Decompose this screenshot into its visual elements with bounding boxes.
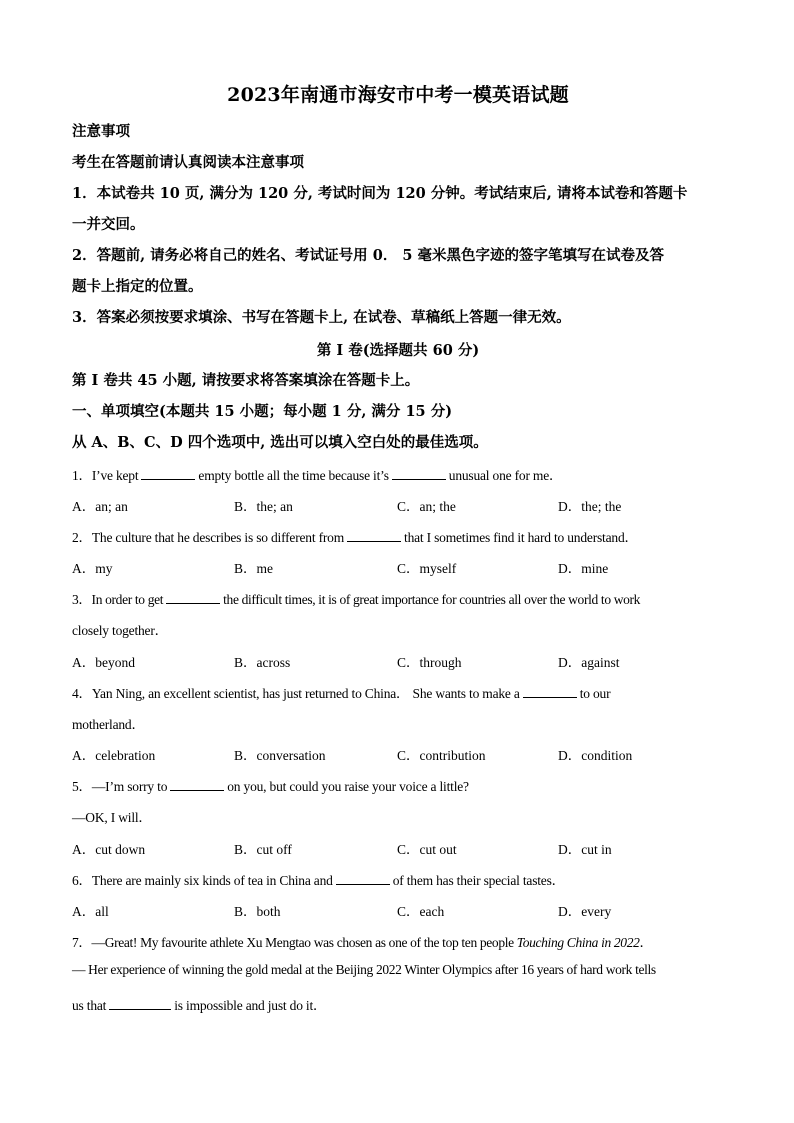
option-c: C．cut out — [397, 842, 457, 857]
question-3: 3．In order to get the difficult times, it is of great importance for countries all over the world to work — [72, 592, 641, 607]
option-c: C．myself — [397, 561, 457, 576]
options-row — [72, 744, 724, 762]
notice-item-2b: 题卡上指定的位置。 — [72, 278, 203, 295]
option-d: D．against — [558, 655, 620, 670]
question-2: 2．The culture that he describes is so different from that I sometimes find it hard to understand． — [72, 530, 638, 545]
answer-blank — [166, 591, 220, 604]
option-b: B．cut off — [234, 842, 292, 857]
option-d: D．cut in — [558, 842, 612, 857]
option-b: B．across — [234, 655, 291, 670]
options-row — [72, 651, 724, 669]
option-a: A．beyond — [72, 655, 135, 670]
option-c: C．through — [397, 655, 462, 670]
option-a: A．my — [72, 561, 113, 576]
question-4-continued: motherland． — [72, 717, 145, 732]
options-row — [72, 495, 724, 513]
answer-blank — [523, 685, 577, 698]
answer-blank — [392, 467, 446, 480]
notice-item-1a: 1．本试卷共 10 页, 满分为 120 分, 考试时间为 120 分钟。考试结束后, 请将本试卷和答题卡 — [72, 185, 688, 202]
question-5: 5．—I’m sorry to on you, but could you raise your voice a little? — [72, 779, 469, 794]
option-c: C．contribution — [397, 748, 486, 763]
option-b: B．the; an — [234, 499, 293, 514]
option-a: A．an; an — [72, 499, 128, 514]
question-4: 4．Yan Ning, an excellent scientist, has just returned to China． She wants to make a to our — [72, 686, 611, 701]
notice-intro: 考生在答题前请认真阅读本注意事项 — [72, 154, 304, 171]
page-title: 2023年南通市海安市中考一模英语试题 — [227, 84, 569, 106]
options-row — [72, 900, 724, 918]
question-5-reply: —OK, I will． — [72, 810, 152, 825]
option-b: B．conversation — [234, 748, 326, 763]
notice-heading: 注意事项 — [72, 123, 130, 140]
option-a: A．all — [72, 904, 109, 919]
option-c: C．an; the — [397, 499, 456, 514]
question-7-line-3: us that is impossible and just do it． — [72, 998, 327, 1013]
answer-blank — [347, 529, 401, 542]
section-title: 一、单项填空(本题共 15 小题；每小题 1 分, 满分 15 分) — [72, 403, 453, 420]
answer-blank — [336, 872, 390, 885]
notice-item-2a: 2．答题前, 请务必将自己的姓名、考试证号用 0． 5 毫米黑色字迹的签字笔填写在试卷及答 — [72, 247, 665, 264]
question-6: 6．There are mainly six kinds of tea in China and of them has their special tastes． — [72, 873, 565, 888]
option-a: A．celebration — [72, 748, 156, 763]
option-b: B．me — [234, 561, 273, 576]
question-3-continued: closely together． — [72, 623, 168, 638]
option-d: D．mine — [558, 561, 609, 576]
answer-blank — [141, 467, 195, 480]
question-1: 1．I’ve kept empty bottle all the time because it’s unusual one for me． — [72, 468, 563, 483]
notice-item-1b: 一并交回。 — [72, 216, 145, 233]
question-7-line-2: — Her experience of winning the gold medal at the Beijing 2022 Winter Olympics after 16 years of hard work tells — [72, 962, 656, 977]
options-row — [72, 838, 724, 856]
part-heading: 第 I 卷(选择题共 60 分) — [316, 342, 480, 359]
answer-blank — [109, 997, 171, 1010]
option-c: C．each — [397, 904, 445, 919]
section-instruction: 从 A、B、C、D 四个选项中, 选出可以填入空白处的最佳选项。 — [72, 434, 488, 451]
option-d: D．the; the — [558, 499, 622, 514]
option-a: A．cut down — [72, 842, 146, 857]
question-7: 7．—Great! My favourite athlete Xu Mengtao was chosen as one of the top ten people Touching China in 2022． — [72, 935, 653, 950]
part-instruction: 第 I 卷共 45 小题, 请按要求将答案填涂在答题卡上。 — [72, 372, 420, 389]
options-row — [72, 557, 724, 575]
answer-blank — [170, 778, 224, 791]
option-d: D．every — [558, 904, 612, 919]
option-d: D．condition — [558, 748, 633, 763]
notice-item-3: 3．答案必须按要求填涂、书写在答题卡上, 在试卷、草稿纸上答题一律无效。 — [72, 309, 571, 326]
option-b: B．both — [234, 904, 281, 919]
